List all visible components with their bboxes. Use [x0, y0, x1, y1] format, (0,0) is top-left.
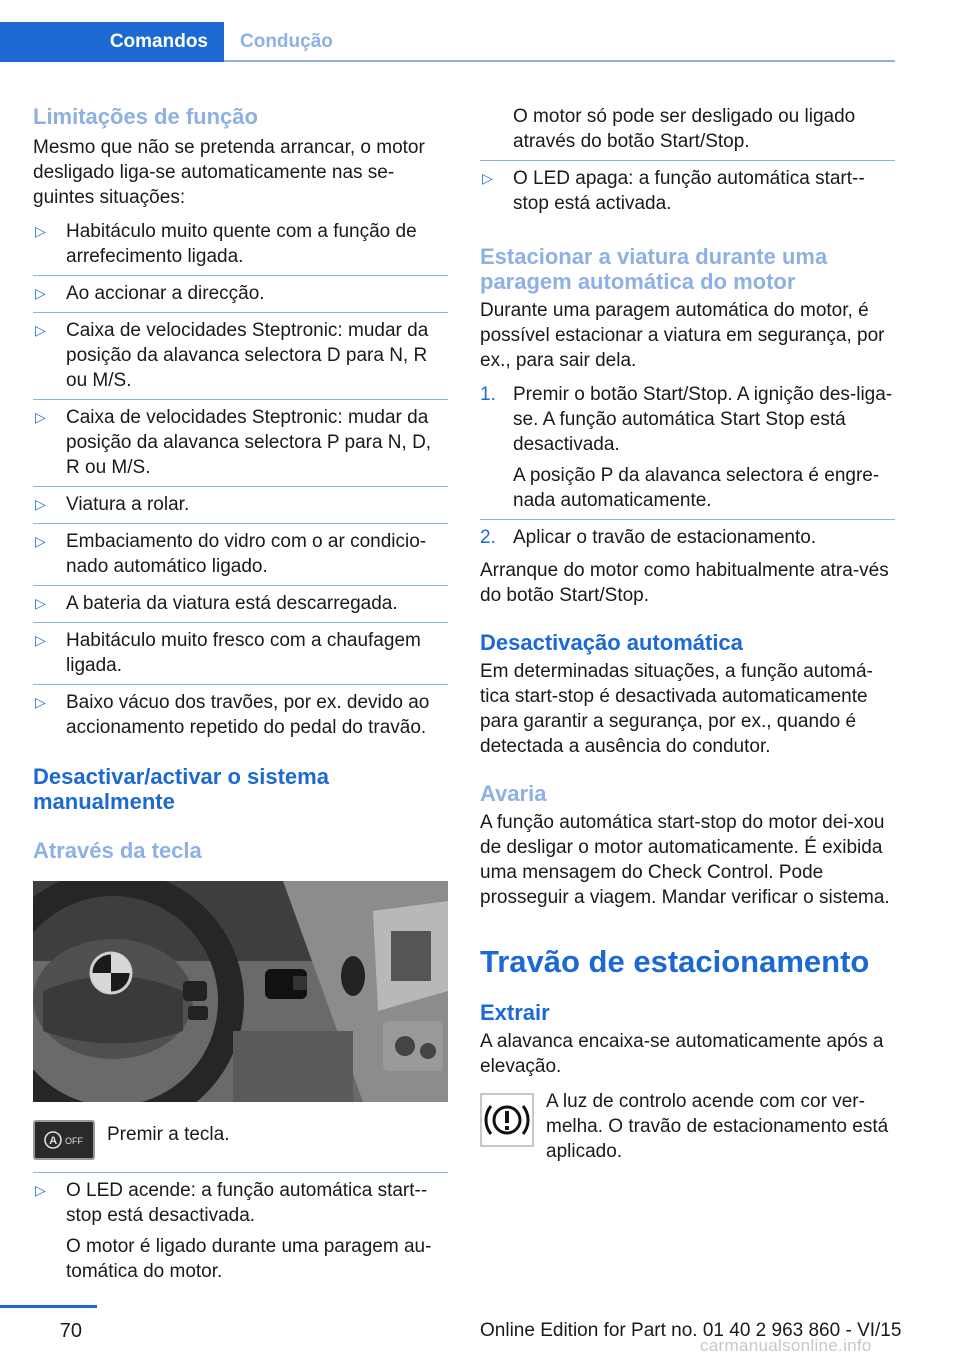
dashboard-photo [33, 881, 448, 1102]
step-item: 2. Aplicar o travão de estacionamento. [480, 527, 817, 548]
header-tabs [0, 0, 895, 62]
triangle-bullet-icon: ▷ [35, 694, 46, 710]
step-number: 2. [480, 527, 496, 548]
triangle-bullet-icon: ▷ [35, 409, 46, 425]
tab-conducao[interactable]: Condução [240, 31, 333, 52]
triangle-bullet-icon: ▷ [35, 223, 46, 239]
step-number: 1. [480, 384, 496, 405]
list-item: ▷ Caixa de velocidades Steptronic: mudar da posição da alavanca selectora D para N, R ou M/S. [33, 313, 448, 400]
button-row [33, 1120, 448, 1160]
list-item: ▷ Ao accionar a direcção. [33, 276, 448, 313]
heading-desactivar: Desactivar/activar o sistema manualmente [33, 764, 329, 814]
triangle-bullet-icon: ▷ [482, 170, 493, 186]
heading-avaria: Avaria [480, 781, 547, 806]
motor-so-text: O motor só pode ser desligado ou ligado através do botão Start/Stop. [480, 104, 895, 161]
triangle-bullet-icon: ▷ [35, 533, 46, 549]
svg-text:A: A [49, 1135, 58, 1147]
list-item: ▷ Caixa de velocidades Steptronic: mudar da posição da alavanca selectora P para N, D, R ou M/S. [33, 400, 448, 487]
paragraph-arranque: Arranque do motor como habitualmente atra-vés do botão Start/Stop. [480, 560, 889, 606]
page-number: 70 [59, 1320, 82, 1342]
conditions-list [33, 214, 448, 746]
auto-start-stop-button-icon [33, 1120, 95, 1160]
paragraph-luz: A luz de controlo acende com cor ver-melha. O travão de estacionamento está aplicado. [546, 1091, 889, 1162]
heading-desactivacao: Desactivação automática [480, 630, 743, 655]
paragraph-estacionar: Durante uma paragem automática do motor, é possível estacionar a viatura em segurança, por ex., para sair dela. [480, 300, 885, 371]
right-column [480, 104, 895, 1164]
parking-brake-warning-icon [480, 1093, 534, 1147]
edition-text: Online Edition for Part no. 01 40 2 963 860 - VI/15 [480, 1320, 902, 1341]
steps-list [480, 377, 895, 556]
watermark: carmanualsonline.info [700, 1336, 872, 1355]
triangle-bullet-icon: ▷ [35, 322, 46, 338]
step-item: 1. Premir o botão Start/Stop. A ignição des-liga-se. A função automática Start Stop está desactivada. A posição P da alavanca selectora é engre-nada automaticamente. [480, 377, 895, 520]
paragraph-avaria: A função automática start-stop do motor dei-xou de desligar o motor automaticamente. É exibida uma mensagem do Check Control. Pode prosseguir a viagem. Mandar verificar o sistema. [480, 812, 890, 908]
premir-text: Premir a tecla. [107, 1124, 230, 1145]
heading-extrair: Extrair [480, 1000, 550, 1025]
heading-tecla: Através da tecla [33, 838, 202, 863]
svg-text:OFF: OFF [65, 1136, 83, 1146]
triangle-bullet-icon: ▷ [35, 496, 46, 512]
paragraph-intro: Mesmo que não se pretenda arrancar, o motor desligado liga-se automaticamente nas se-guintes situações: [33, 137, 425, 208]
heading-limitacoes: Limitações de função [33, 104, 258, 129]
triangle-bullet-icon: ▷ [35, 1182, 46, 1198]
paragraph-extrair: A alavanca encaixa-se automaticamente após a elevação. [480, 1031, 884, 1077]
header-divider [224, 60, 895, 62]
heading-estacionar: Estacionar a viatura durante uma paragem automática do motor [480, 244, 828, 294]
list-item: ▷ Habitáculo muito quente com a função de arrefecimento ligada. [33, 214, 448, 276]
list-item: ▷ O LED apaga: a função automática start--stop está activada. [482, 168, 865, 214]
footer-rule [0, 1305, 97, 1308]
heading-travao: Travão de estacionamento [480, 944, 870, 979]
list-item: ▷ O LED acende: a função automática start--stop está desactivada. O motor é ligado durante uma paragem au-tomática do motor. [35, 1180, 432, 1282]
list-item: ▷ Habitáculo muito fresco com a chaufagem ligada. [33, 623, 448, 685]
list-item: ▷ Baixo vácuo dos travões, por ex. devido ao accionamento repetido do pedal do travão. [35, 692, 430, 738]
triangle-bullet-icon: ▷ [35, 595, 46, 611]
triangle-bullet-icon: ▷ [35, 632, 46, 648]
triangle-bullet-icon: ▷ [35, 285, 46, 301]
tab-comandos[interactable]: Comandos [0, 22, 224, 62]
warning-row [480, 1089, 895, 1164]
paragraph-desactivacao: Em determinadas situações, a função automá-tica start-stop é desactivada automaticamente para garantir a segurança, por ex., quando é detectada a ausência do condutor. [480, 661, 873, 757]
a-off-icon [39, 1128, 89, 1152]
list-item: ▷ A bateria da viatura está descarregada. [33, 586, 448, 623]
left-column [33, 100, 448, 1290]
list-item: ▷ Viatura a rolar. [33, 487, 448, 524]
list-item: ▷ Embaciamento do vidro com o ar condicio-nado automático ligado. [33, 524, 448, 586]
